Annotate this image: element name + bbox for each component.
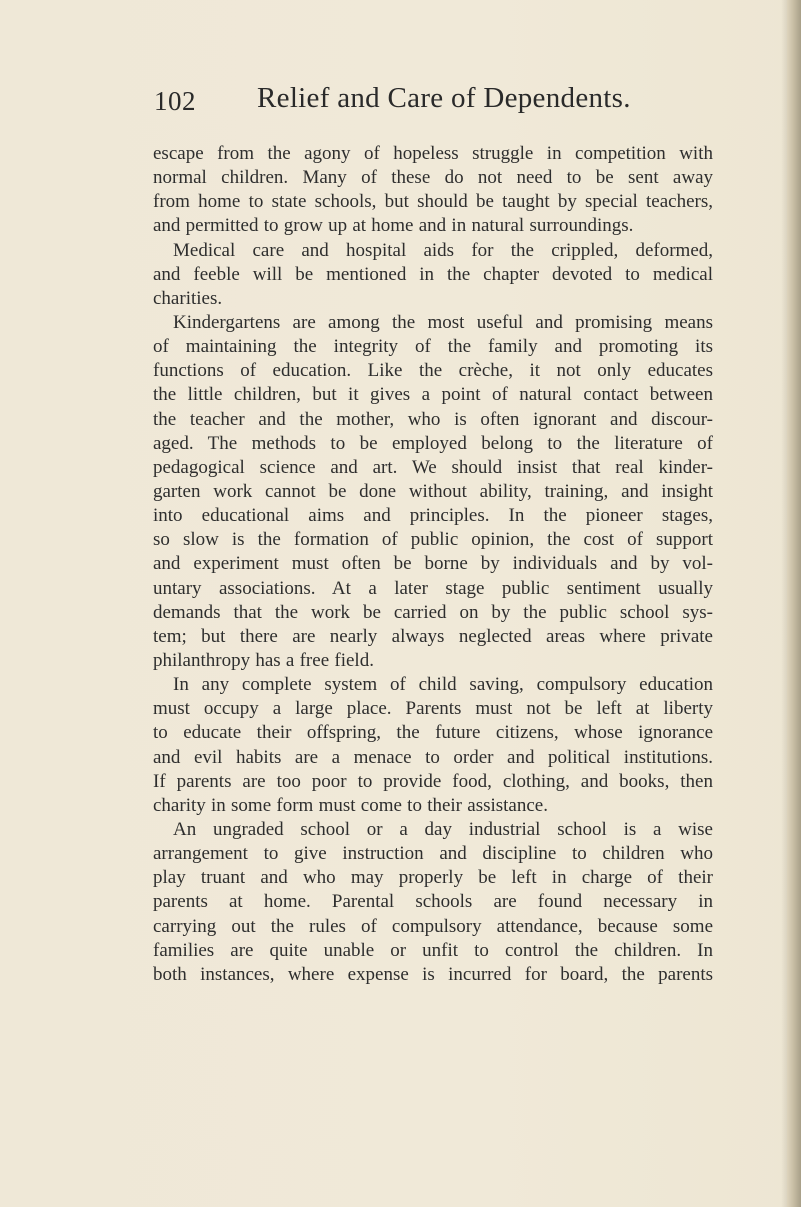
text-line: Medical care and hospital aids for the crippled, deformed, [173,239,713,261]
text-line: and feeble will be mentioned in the chapter devoted to medical [153,263,713,285]
text-line: In any complete system of child saving, compulsory education [173,674,713,696]
text-line: garten work cannot be done without ability, training, and insight [153,480,713,502]
text-line: functions of education. Like the crèche, it not only educates [153,360,713,382]
text-line: so slow is the formation of public opinion, the cost of support [153,529,713,551]
text-line: parents at home. Parental schools are found necessary in [153,891,713,913]
running-head [154,82,714,126]
text-line: both instances, where expense is incurred for board, the parents [153,963,713,985]
text-line: charity in some form must come to their assistance. [153,794,548,816]
text-line: and permitted to grow up at home and in natural surroundings. [153,215,634,237]
text-line: to educate their offspring, the future citizens, whose ignorance [153,722,713,744]
text-line: arrangement to give instruction and discipline to children who [153,843,713,865]
page-edge [787,0,801,1207]
text-line: An ungraded school or a day industrial school is a wise [173,818,713,840]
text-line: aged. The methods to be employed belong to the literature of [153,432,713,454]
text-line: from home to state schools, but should be taught by special teachers, [153,191,713,213]
text-line: untary associations. At a later stage public sentiment usually [153,577,713,599]
text-line: into educational aims and principles. In the pioneer stages, [153,505,713,527]
text-line: demands that the work be carried on by the public school sys- [153,601,713,623]
text-line: pedagogical science and art. We should insist that real kinder- [153,456,713,478]
text-line: play truant and who may properly be left in charge of their [153,867,713,889]
text-line: Kindergartens are among the most useful and promising means [173,311,713,333]
text-line: of maintaining the integrity of the family and promoting its [153,336,713,358]
text-line: the teacher and the mother, who is often ignorant and discour- [153,408,713,430]
text-line: and experiment must often be borne by individuals and by vol- [153,553,713,575]
running-head-title: Relief and Care of Dependents. [257,82,631,114]
body-text [153,142,713,987]
page-number: 102 [154,86,196,116]
text-line: If parents are too poor to provide food, clothing, and books, then [153,770,713,792]
text-line: charities. [153,287,223,309]
text-line: carrying out the rules of compulsory attendance, because some [153,915,713,937]
text-line: families are quite unable or unfit to control the children. In [153,939,713,961]
text-line: tem; but there are nearly always neglected areas where private [153,625,713,647]
text-line: philanthropy has a free field. [153,649,374,671]
text-line: the little children, but it gives a point of natural contact between [153,384,713,406]
text-line: normal children. Many of these do not need to be sent away [153,167,713,189]
text-line: escape from the agony of hopeless struggle in competition with [153,143,713,164]
text-line: and evil habits are a menace to order and political institutions. [153,746,713,768]
text-line: must occupy a large place. Parents must not be left at liberty [153,698,713,720]
